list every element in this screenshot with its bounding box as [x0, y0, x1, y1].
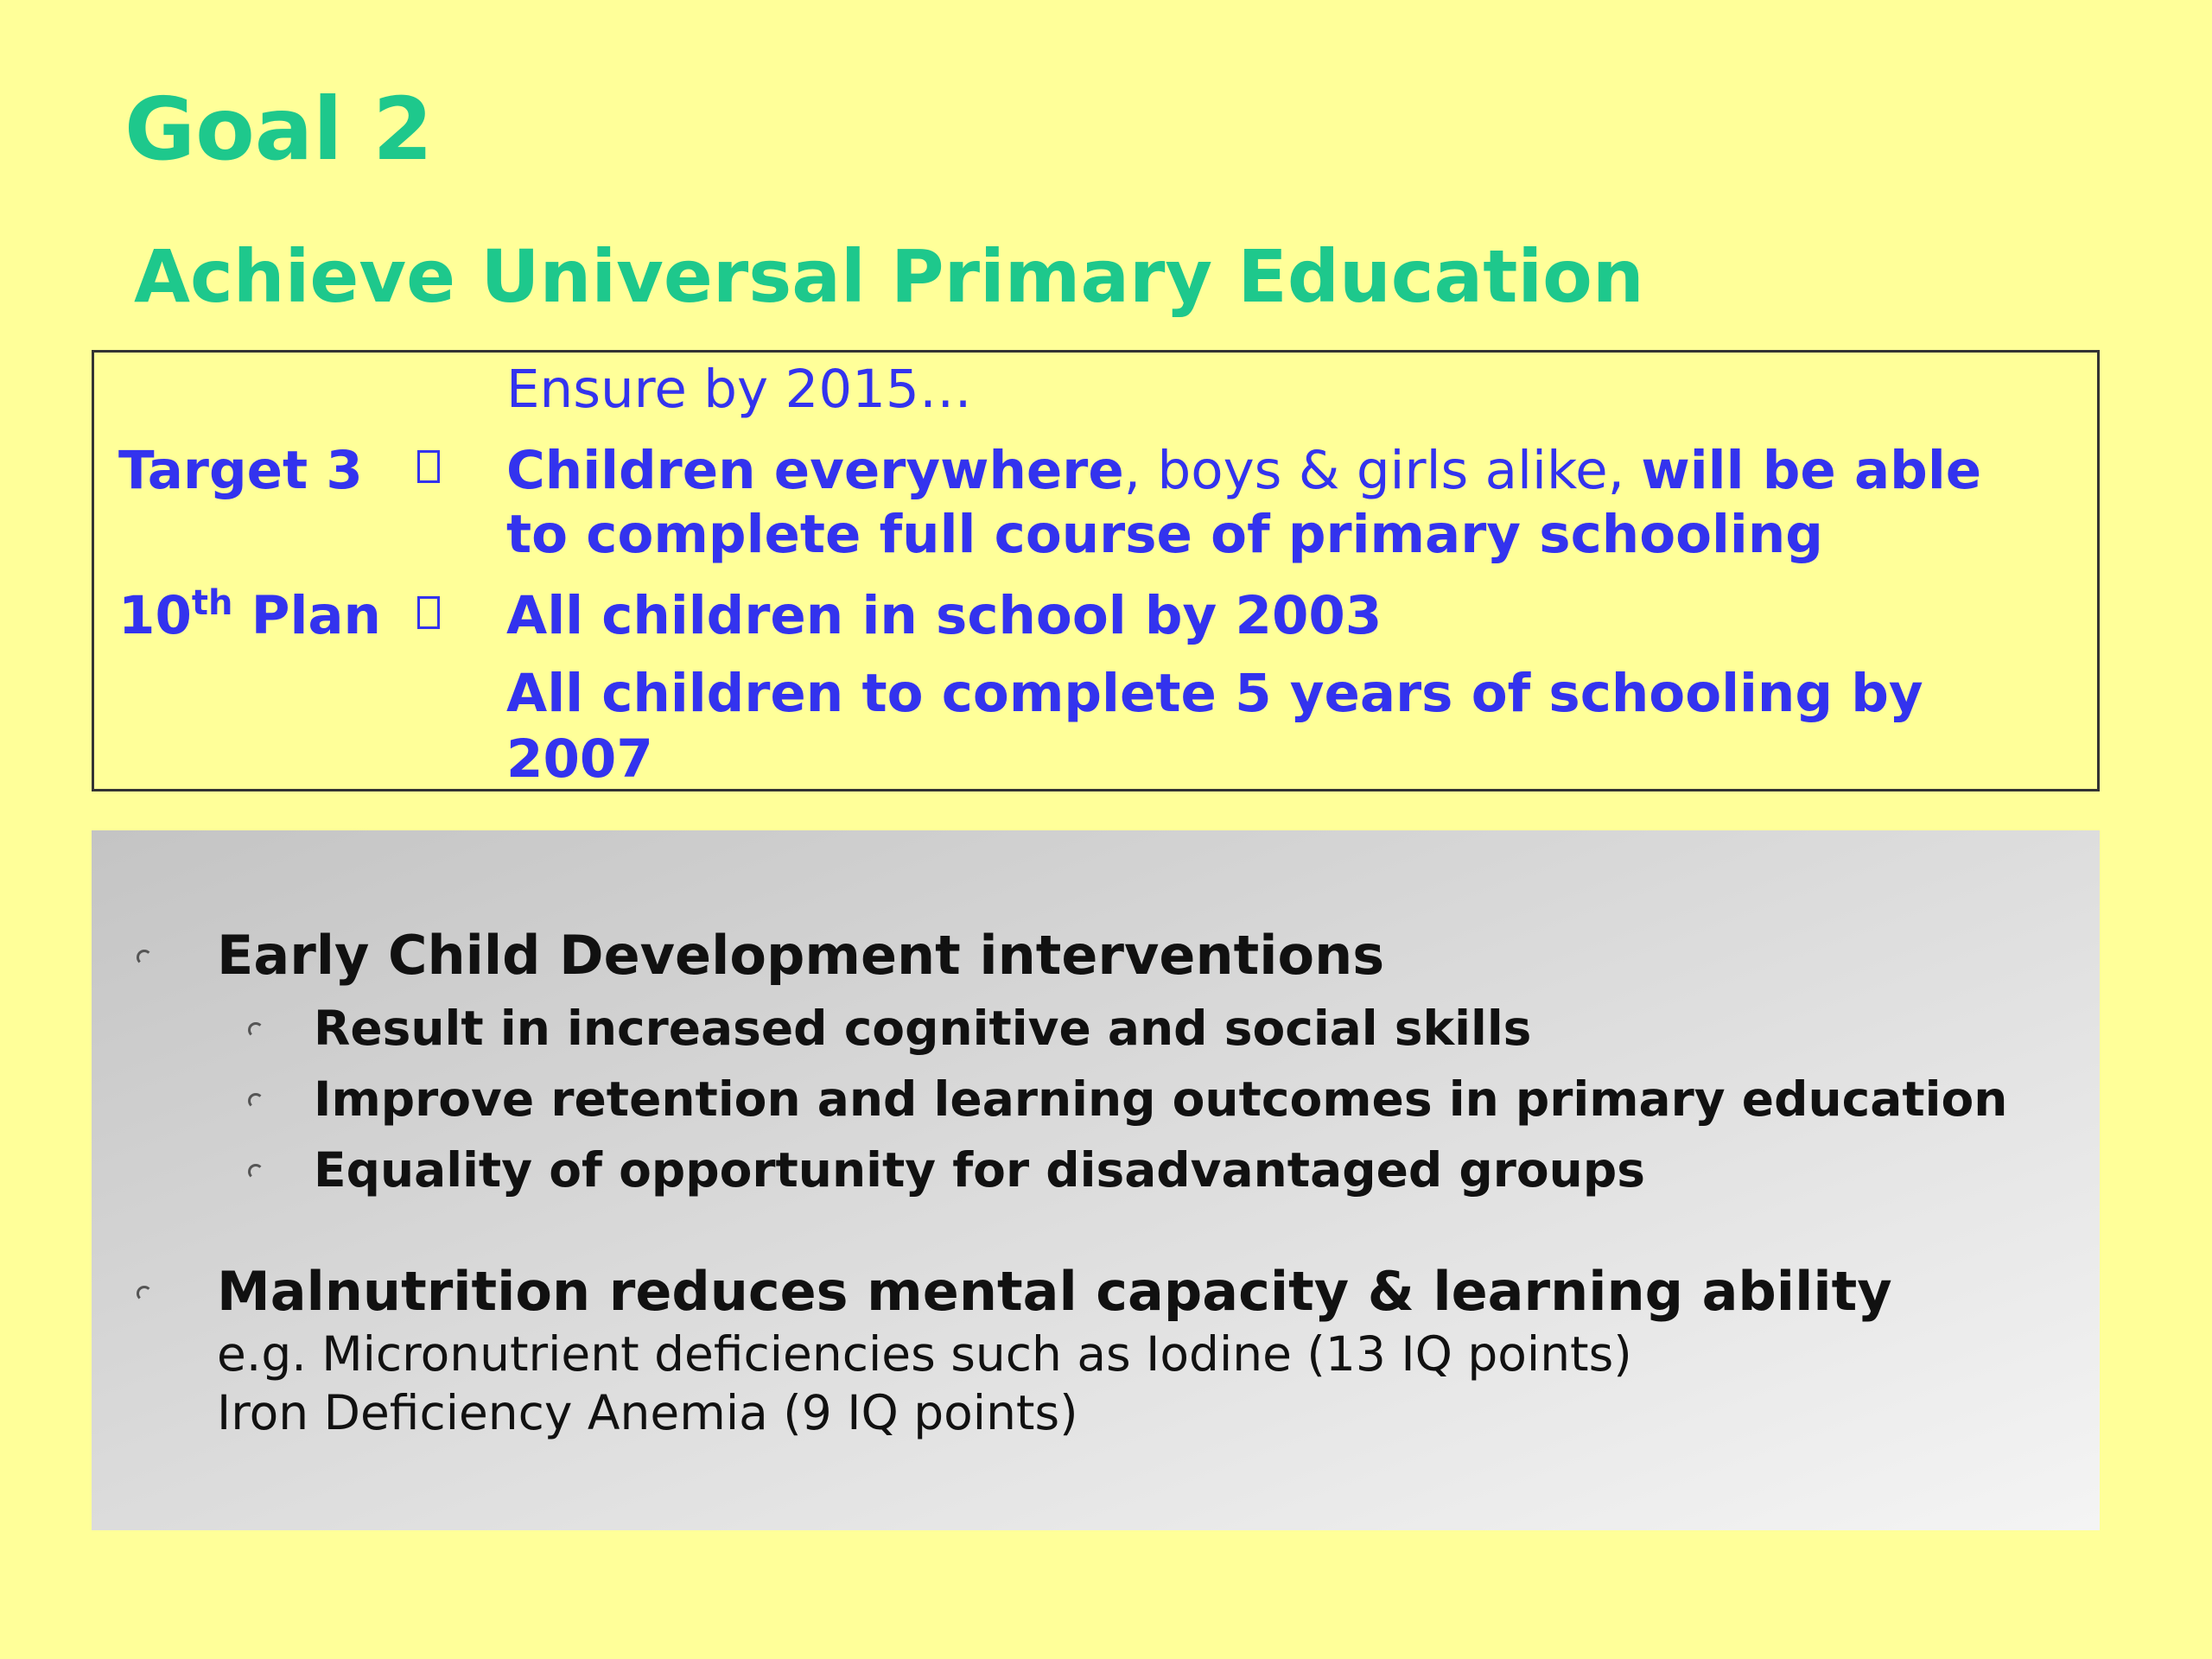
plan-line-2: All children to complete 5 years of schooling by	[506, 663, 1923, 724]
target-intro: Ensure by 2015…	[506, 359, 972, 420]
sub-bullet-1: Result in increased cognitive and social skills	[314, 1001, 1532, 1056]
plan-label	[118, 583, 381, 646]
content-panel	[92, 830, 2100, 1530]
target-box	[92, 350, 2100, 791]
target-line-2: to complete full course of primary schooling	[506, 504, 1823, 565]
note-line-1: e.g. Micronutrient deficiencies such as Iodine (13 IQ points)	[217, 1326, 1632, 1382]
target-line-1	[506, 440, 1982, 501]
page-subtitle: Achieve Universal Primary Education	[134, 234, 1644, 319]
bullet-malnutrition: Malnutrition reduces mental capacity & learning ability	[217, 1260, 1892, 1323]
target-line-1-bold-b: will be able	[1641, 440, 1982, 501]
note-line-2: Iron Deficiency Anemia (9 IQ points)	[217, 1385, 1078, 1440]
bullet-early-child: Early Child Development interventions	[217, 924, 1385, 987]
circle-bullet-icon	[248, 1022, 264, 1038]
circle-bullet-icon	[248, 1093, 264, 1109]
sub-bullet-3: Equality of opportunity for disadvantaged groups	[314, 1142, 1645, 1198]
arrow-placeholder-icon	[417, 596, 440, 629]
circle-bullet-icon	[137, 1286, 152, 1301]
plan-label-suffix: Plan	[232, 585, 381, 646]
circle-bullet-icon	[248, 1164, 264, 1179]
plan-label-sup: th	[191, 583, 233, 623]
target-label: Target 3	[118, 440, 363, 501]
plan-line-1: All children in school by 2003	[506, 585, 1382, 646]
target-line-1-bold-a: Children everywhere	[506, 440, 1124, 501]
circle-bullet-icon	[137, 950, 152, 965]
sub-bullet-2: Improve retention and learning outcomes in primary education	[314, 1071, 2008, 1127]
plan-label-prefix: 10	[118, 585, 192, 646]
arrow-placeholder-icon	[417, 450, 440, 483]
target-line-1-normal: , boys & girls alike,	[1123, 440, 1642, 501]
plan-line-3: 2007	[506, 728, 653, 790]
page-title: Goal 2	[124, 79, 433, 180]
